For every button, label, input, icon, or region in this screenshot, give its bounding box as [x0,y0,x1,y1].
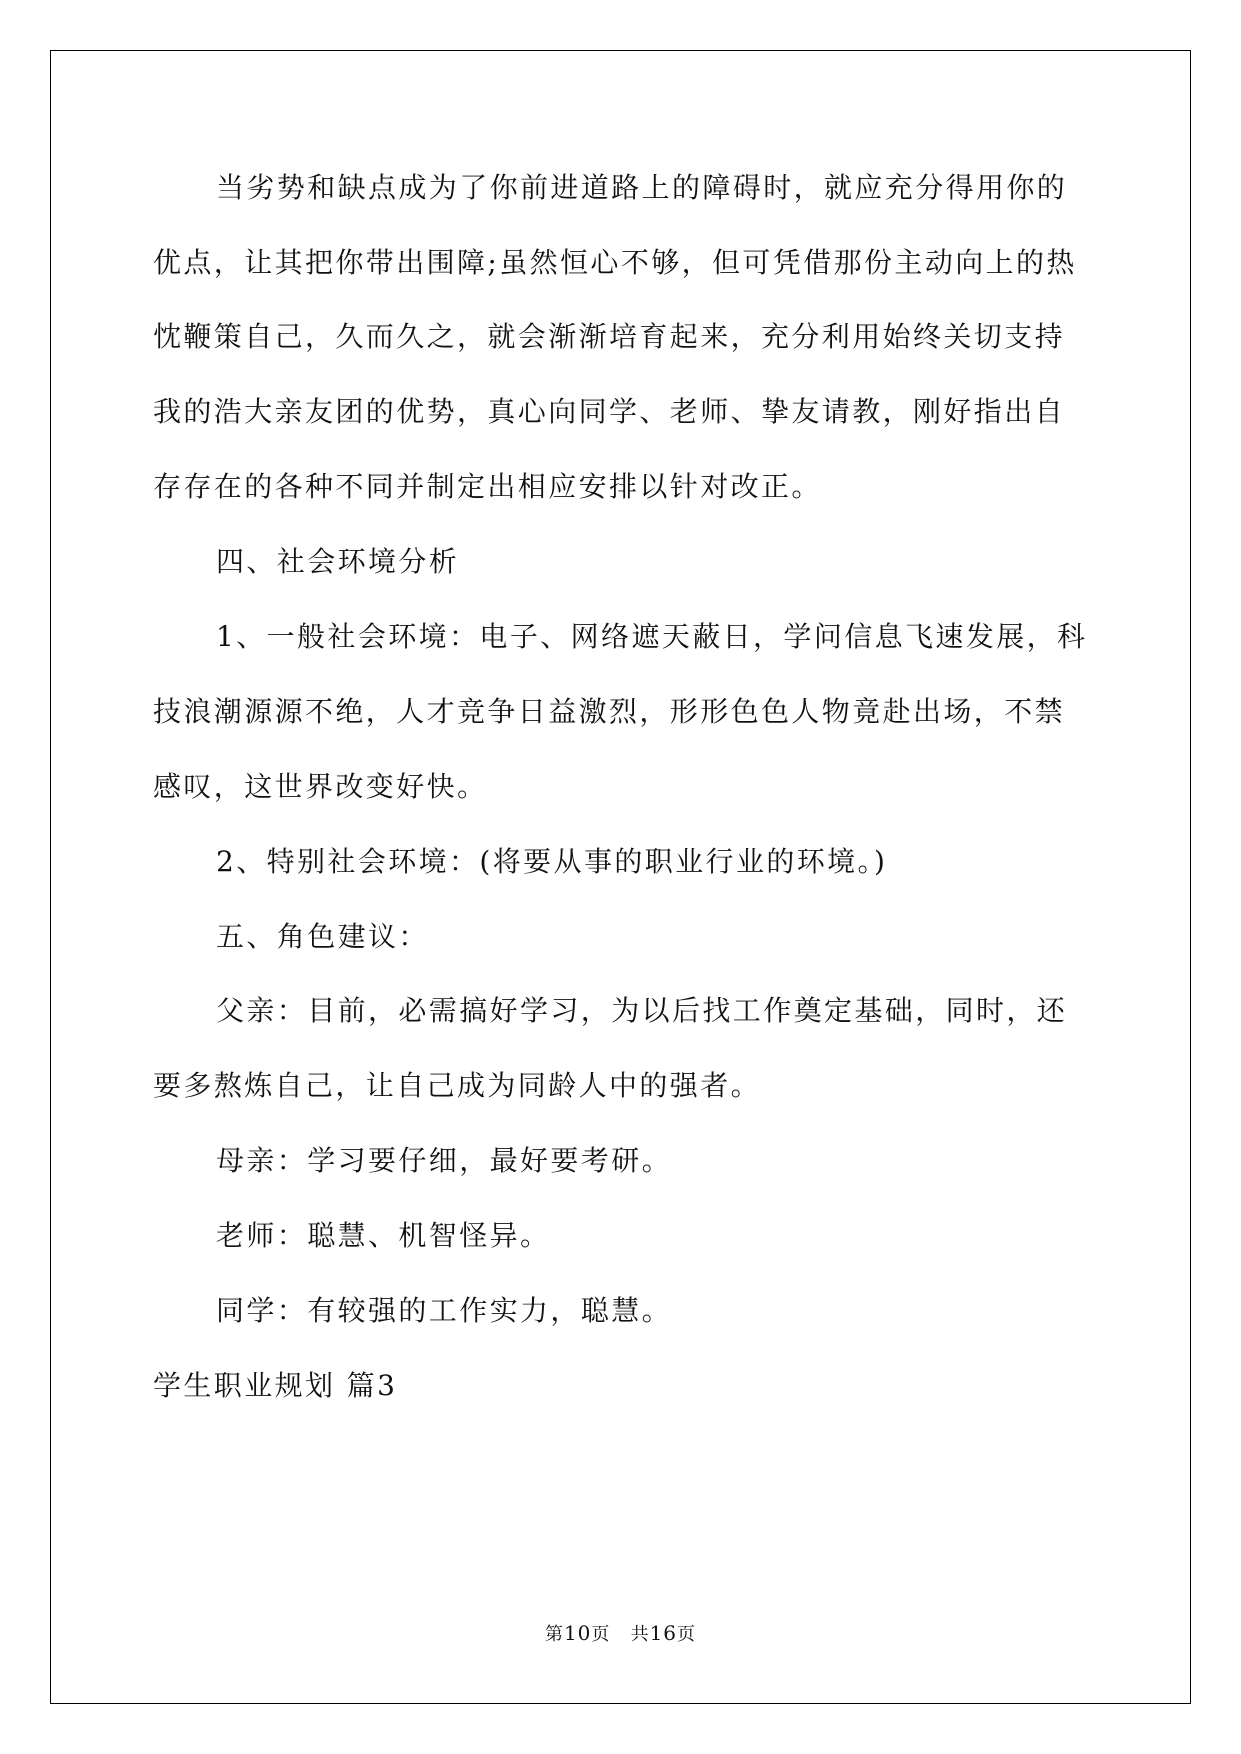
paragraph-line: 要多熬炼自己，让自己成为同龄人中的强者。 [153,1069,762,1102]
paragraph-line: 母亲：学习要仔细，最好要考研。 [216,1144,673,1177]
paragraph-line: 忱鞭策自己，久而久之，就会渐渐培育起来，充分利用始终关切支持 [153,320,1066,353]
paragraph-line: 我的浩大亲友团的优势，真心向同学、老师、挚友请教，刚好指出自 [153,395,1066,428]
paragraph-line: 当劣势和缺点成为了你前进道路上的障碍时，就应充分得用你的 [216,171,1068,204]
paragraph-line: 同学：有较强的工作实力，聪慧。 [216,1294,673,1327]
article-title: 学生职业规划 篇3 [153,1369,398,1402]
total-pages-number: 16 [649,1621,678,1645]
section-heading-social-environment: 四、社会环境分析 [216,545,460,578]
paragraph-line: 技浪潮源源不绝，人才竞争日益激烈，形形色色人物竟赴出场，不禁 [153,695,1066,728]
footer-total-prefix: 共 [630,1624,650,1645]
paragraph-line: 存存在的各种不同并制定出相应安排以针对改正。 [153,470,822,503]
footer-prefix: 第 [544,1624,564,1645]
footer-page-unit: 页 [591,1624,611,1645]
paragraph-line: 感叹，这世界改变好快。 [153,770,488,803]
current-page-number: 10 [563,1621,592,1645]
section-heading-role-advice: 五、角色建议： [216,920,429,953]
paragraph-line: 优点，让其把你带出围障;虽然恒心不够，但可凭借那份主动向上的热 [153,246,1077,279]
paragraph-line: 2、特别社会环境：(将要从事的职业行业的环境。) [216,845,888,878]
page-footer [0,1621,1241,1647]
paragraph-line: 父亲：目前，必需搞好学习，为以后找工作奠定基础，同时，还 [216,994,1068,1027]
paragraph-line: 1、一般社会环境：电子、网络遮天蔽日，学问信息飞速发展，科 [216,620,1088,653]
paragraph-line: 老师：聪慧、机智怪异。 [216,1219,551,1252]
footer-total-unit: 页 [677,1624,697,1645]
